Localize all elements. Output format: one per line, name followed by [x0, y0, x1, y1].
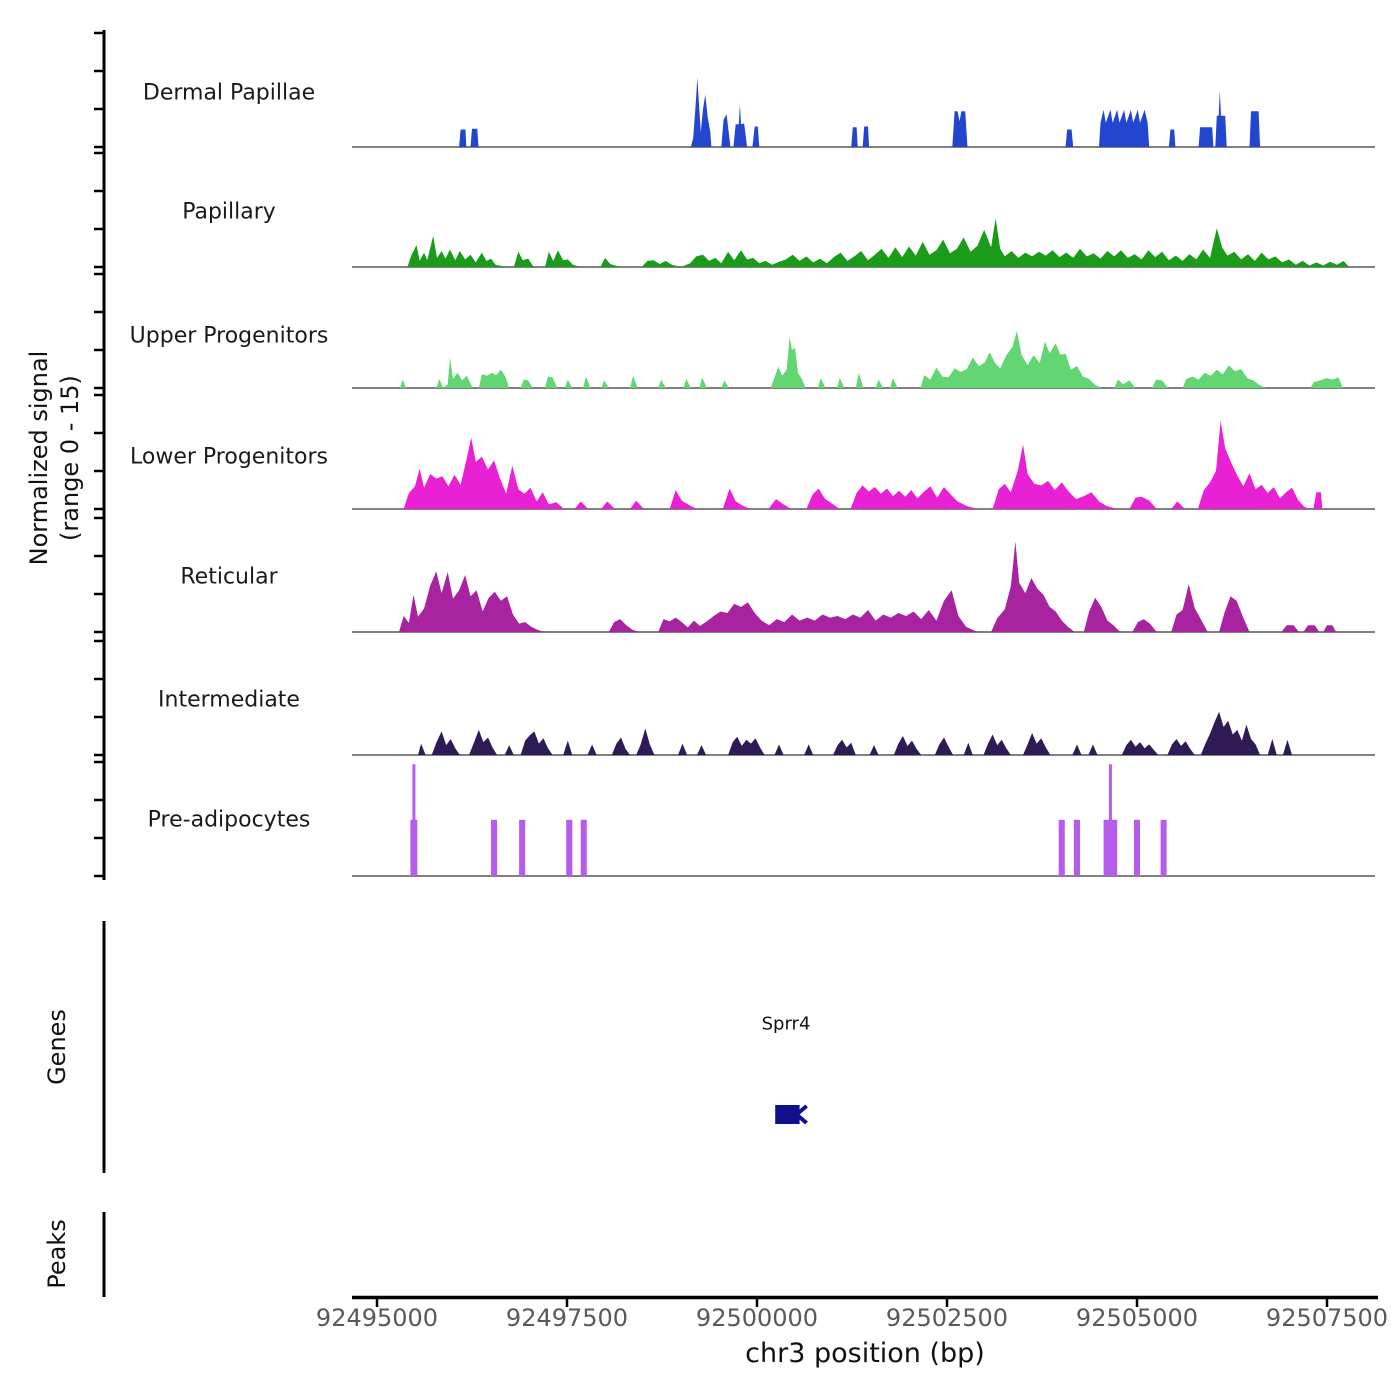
- y-axis-label-line2: (range 0 - 15): [56, 375, 84, 541]
- y-axis-label: [24, 351, 86, 566]
- genes-section-label: Genes: [43, 1009, 71, 1085]
- x-tick-label: 92500000: [695, 1304, 819, 1332]
- track-label-pre-adipocytes: Pre-adipocytes: [147, 807, 311, 833]
- track-label-intermediate: Intermediate: [158, 687, 300, 713]
- x-tick-label: 92507500: [1265, 1304, 1389, 1332]
- x-tick-label: 92497500: [505, 1304, 629, 1332]
- track-label-reticular: Reticular: [180, 564, 278, 590]
- x-tick-label: 92505000: [1075, 1304, 1199, 1332]
- x-axis-label: chr3 position (bp): [745, 1338, 985, 1369]
- track-label-papillary: Papillary: [182, 199, 276, 225]
- gene-name-label: Sprr4: [761, 1013, 811, 1035]
- peaks-section-label: Peaks: [43, 1219, 71, 1289]
- track-label-upper-progenitors: Upper Progenitors: [129, 323, 329, 349]
- track-label-lower-progenitors: Lower Progenitors: [130, 444, 328, 470]
- x-tick-label: 92502500: [885, 1304, 1009, 1332]
- track-label-dermal-papillae: Dermal Papillae: [142, 80, 316, 106]
- x-tick-label: 92495000: [315, 1304, 439, 1332]
- y-axis-label-line1: Normalized signal: [24, 350, 53, 566]
